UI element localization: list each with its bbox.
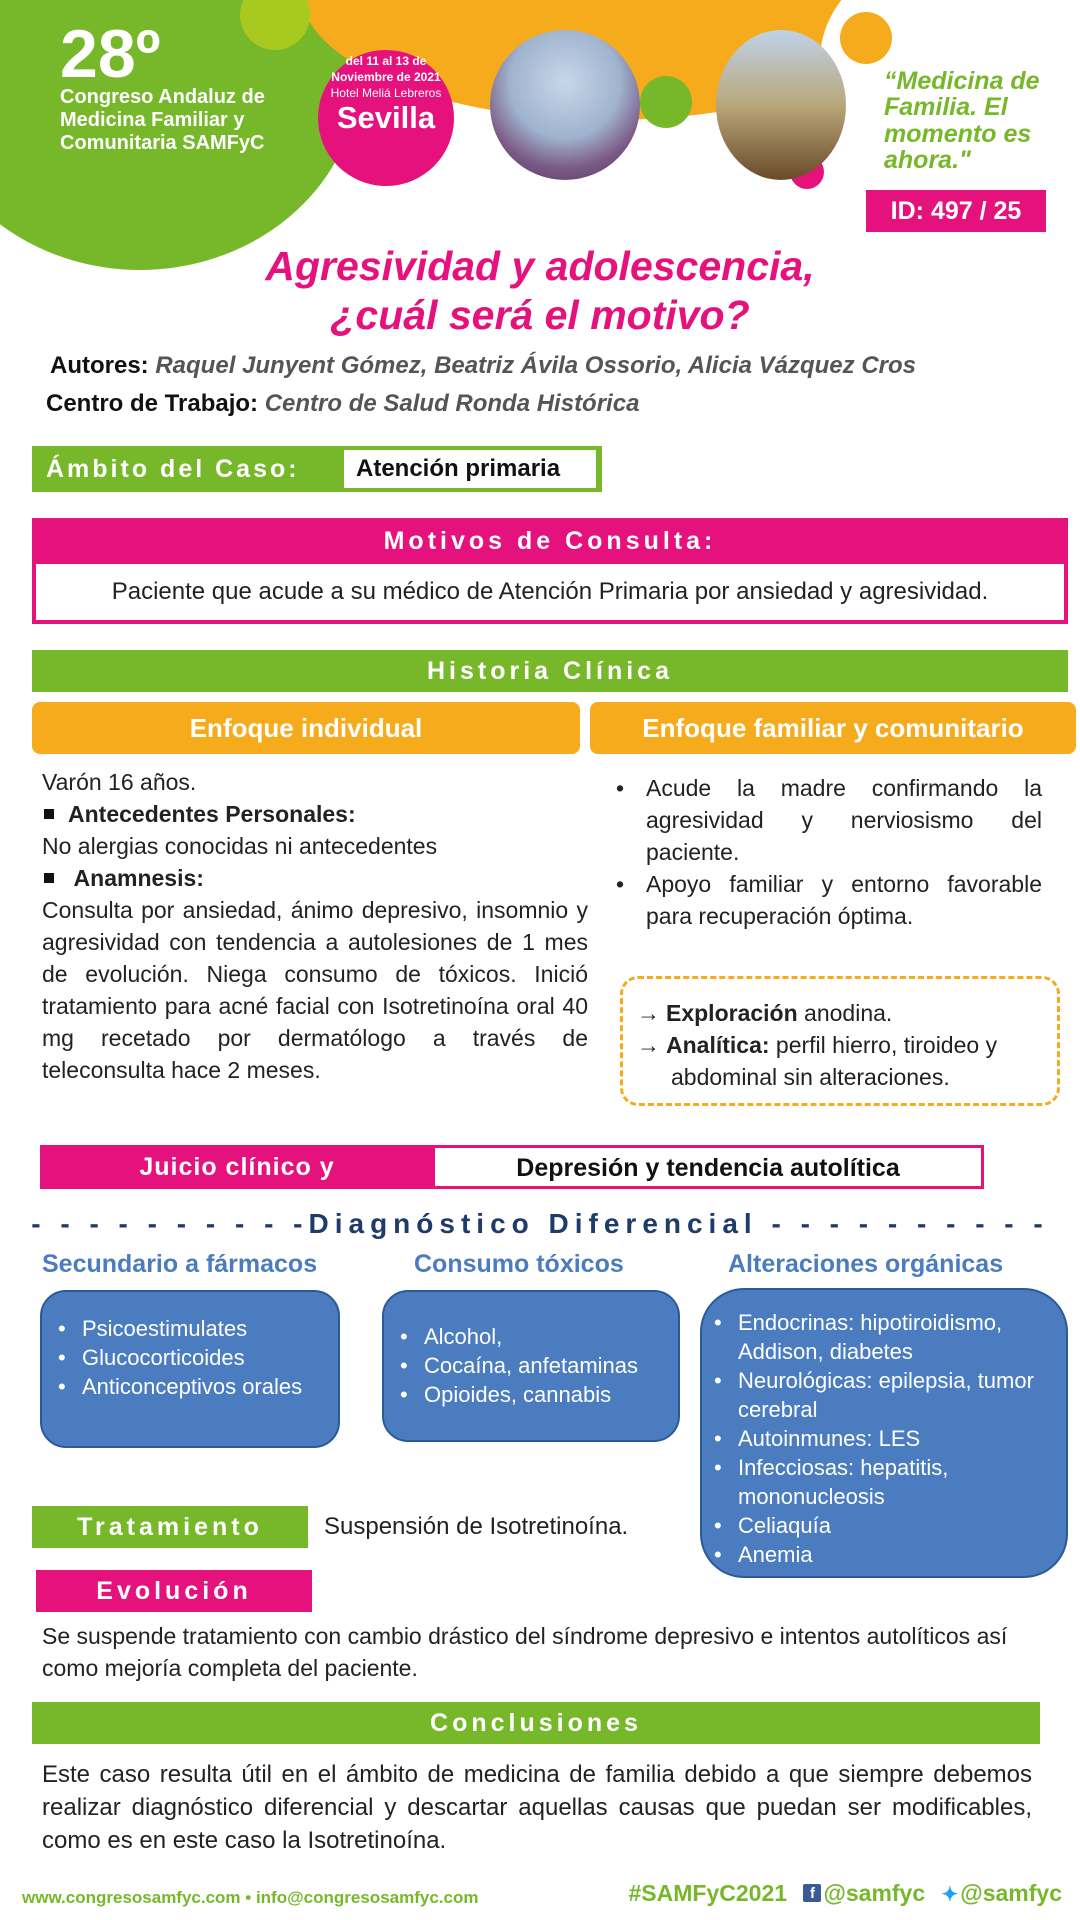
individual-approach-text (42, 766, 588, 1086)
analytics-row (637, 1029, 1057, 1093)
conclusions-heading: Conclusiones (32, 1702, 1040, 1744)
exploration-row (637, 997, 1057, 1029)
evolution-label: Evolución (36, 1570, 312, 1612)
poster-id-badge: ID: 497 / 25 (866, 190, 1046, 232)
treatment-label: Tratamiento (32, 1506, 308, 1548)
treatment-value: Suspensión de Isotretinoína. (324, 1513, 629, 1540)
list-item: • Neurológicas: epilepsia, tumor cerebral (706, 1366, 1058, 1424)
list-item: • Glucocorticoides (50, 1343, 330, 1372)
congress-number: 28º (60, 16, 161, 92)
list-item: • Anticonceptivos orales (50, 1372, 330, 1401)
dd-column-title-toxics: Consumo tóxicos (414, 1250, 624, 1278)
clinical-judgment-value: Depresión y tendencia autolítica (432, 1145, 984, 1189)
facebook-icon: f (803, 1884, 821, 1902)
congress-name: Congreso Andaluz de Medicina Familiar y Comunitaria SAMFyC (60, 86, 265, 154)
differential-diagnosis-heading: - - - - - - - - - -Diagnóstico Diferencial - - - - - - - - - - (31, 1208, 1049, 1239)
arrow-right-icon: → (637, 1000, 660, 1026)
personal-history-text: No alergias conocidas ni antecedentes (42, 833, 438, 859)
workplace-label: Centro de Trabajo: (46, 390, 259, 417)
list-item: • Apoyo familiar y entorno favorable para recuperación óptima. (612, 868, 1042, 932)
consultation-reasons-text: Paciente que acude a su médico de Atención Primaria por ansiedad y agresividad. (32, 564, 1068, 624)
list-item: • Cocaína, anfetaminas (392, 1351, 670, 1380)
list-item: • Autoinmunes: LES (706, 1424, 1058, 1453)
sevilla-monument-photo (490, 30, 640, 180)
title-line-1: Agresividad y adolescencia, (265, 243, 815, 289)
square-bullet-icon (44, 873, 54, 883)
list-item: • Psicoestimulates (50, 1314, 330, 1343)
header-orange-dot (840, 12, 892, 64)
anamnesis-text: Consulta por ansiedad, ánimo depresivo, insomnio y agresividad con tendencia a autolesiones de 1 mes de evolución. Niega consumo de tóxicos. Inició tratamiento para acné facial con Isotretinoína oral 40 mg recetado por dermatólogo a través de teleconsulta hace 2 meses. (42, 897, 588, 1083)
analytics-text: perfil hierro, tiroideo y abdominal sin alteraciones. (671, 1032, 998, 1090)
list-item: • Celiaquía (706, 1511, 1058, 1540)
venue: Hotel Meliá Lebreros (330, 86, 442, 101)
exploration-text: anodina. (804, 1000, 893, 1026)
list-item: • Alcohol, (392, 1322, 670, 1351)
dd-box-toxics (382, 1290, 680, 1442)
square-bullet-icon (44, 809, 54, 819)
anamnesis-label-row (42, 862, 588, 894)
poster-title (0, 242, 1080, 340)
workplace-line (46, 388, 639, 419)
personal-history-label-row (42, 798, 588, 830)
footer-hashtag: #SAMFyC2021 (628, 1880, 788, 1906)
case-scope-label: Ámbito del Caso: (46, 455, 300, 483)
family-approach-list (612, 772, 1042, 932)
footer-social (629, 1880, 1062, 1907)
title-line-2: ¿cuál será el motivo? (330, 292, 750, 339)
footer-website: www.congresosamfyc.com • info@congresosamfyc.com (22, 1888, 479, 1907)
anamnesis-label: Anamnesis: (73, 865, 204, 891)
list-item: • Anemia (706, 1540, 1058, 1569)
authors-value: Raquel Junyent Gómez, Beatriz Ávila Ossorio, Alicia Vázquez Cros (155, 352, 916, 379)
consultation-reasons-heading: Motivos de Consulta: (32, 518, 1068, 564)
authors-label: Autores: (50, 352, 149, 379)
family-approach-heading: Enfoque familiar y comunitario (590, 702, 1076, 754)
workplace-value: Centro de Salud Ronda Histórica (264, 390, 640, 417)
personal-history-label: Antecedentes Personales: (68, 801, 356, 827)
dd-column-title-drugs: Secundario a fármacos (42, 1250, 318, 1278)
conclusions-text: Este caso resulta útil en el ámbito de medicina de familia debido a que siempre debemos realizar diagnóstico diferencial y descartar aquellas causas que puedan ser modificables, como es en este caso la Isotretinoína. (42, 1761, 1032, 1854)
individual-approach-heading: Enfoque individual (32, 702, 580, 754)
date-line-1: del 11 al 13 de (345, 54, 427, 68)
case-scope-value: Atención primaria (344, 450, 596, 488)
list-item: • Opioides, cannabis (392, 1380, 670, 1409)
dd-box-organic (700, 1288, 1068, 1578)
dd-column-title-organic: Alteraciones orgánicas (728, 1250, 1004, 1278)
exploration-box (620, 976, 1060, 1106)
case-scope-bar (32, 446, 602, 492)
date-line-2: Noviembre de 2021 (331, 69, 441, 84)
sevilla-bridge-photo (716, 30, 846, 180)
clinical-judgment-label: Juicio clínico y (40, 1145, 434, 1189)
footer-twitter-handle: @samfyc (960, 1880, 1062, 1906)
twitter-icon: ✦ (941, 1884, 959, 1906)
list-item: • Endocrinas: hipotiroidismo, Addison, diabetes (706, 1308, 1058, 1366)
footer-facebook-handle: @samfyc (823, 1880, 926, 1906)
congress-motto: “Medicina de Familia. El momento es ahora." (884, 67, 1040, 174)
clinical-history-heading: Historia Clínica (32, 650, 1068, 692)
list-item: • Infecciosas: hepatitis, mononucleosis (706, 1453, 1058, 1511)
list-item: • Acude la madre confirmando la agresividad y nerviosismo del paciente. (612, 772, 1042, 868)
city: Sevilla (336, 99, 436, 135)
evolution-text: Se suspende tratamiento con cambio drástico del síndrome depresivo e intentos autolíticos así como mejoría completa del paciente. (42, 1623, 1008, 1681)
dd-box-drugs (40, 1290, 340, 1448)
arrow-right-icon: → (637, 1032, 660, 1058)
exploration-label: Exploración (666, 1000, 798, 1026)
event-date-badge (318, 50, 454, 186)
patient-intro: Varón 16 años. (42, 769, 197, 795)
authors-line (50, 350, 916, 381)
header-green-dot (640, 76, 692, 128)
analytics-label: Analítica: (666, 1032, 770, 1058)
